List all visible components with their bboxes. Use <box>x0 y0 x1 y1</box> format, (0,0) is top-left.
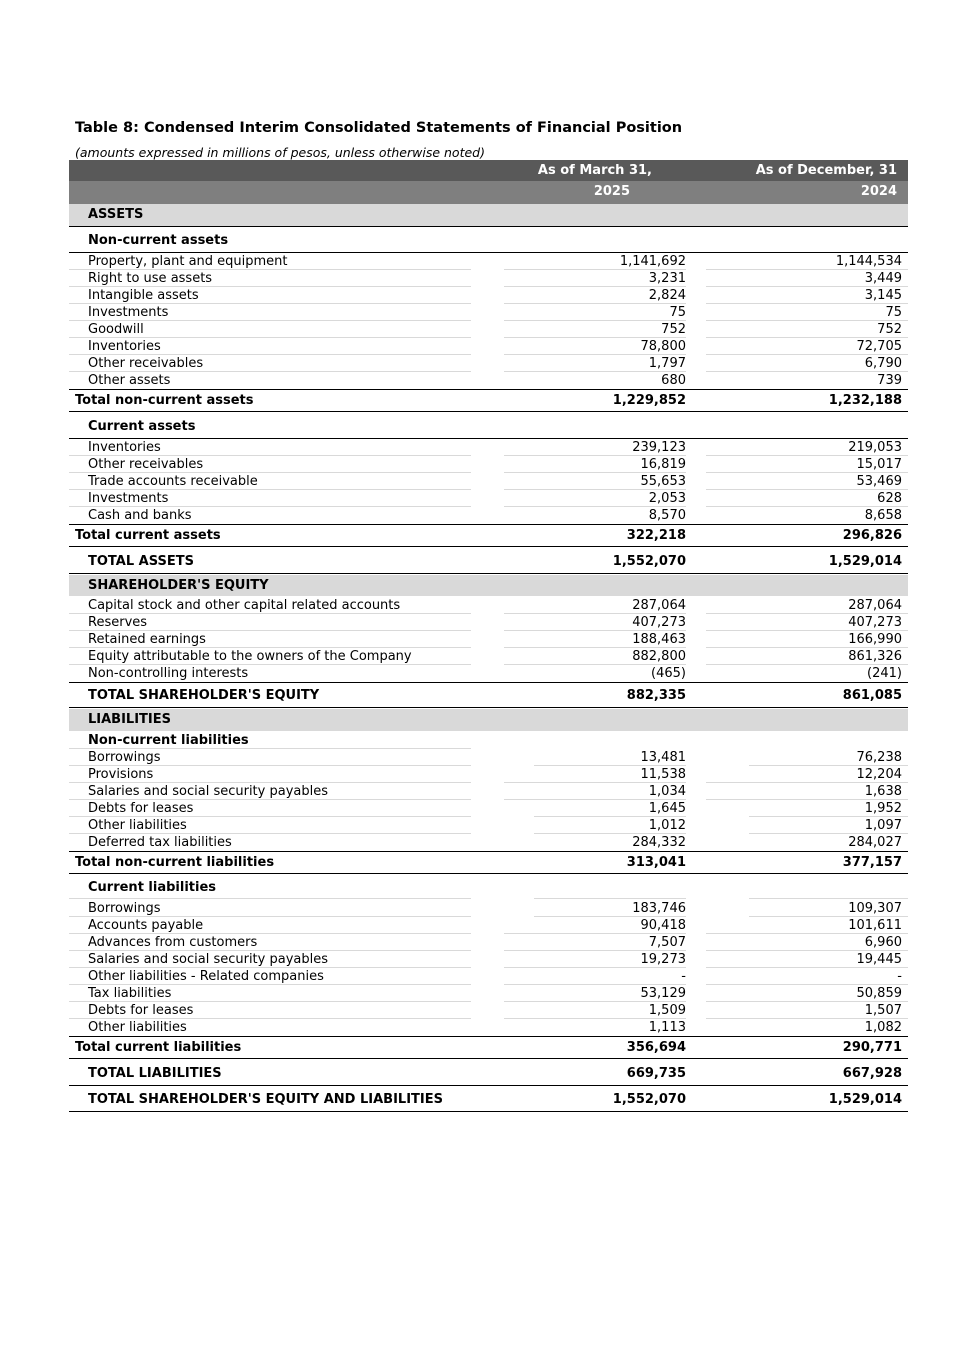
row-label: Current assets <box>88 419 196 434</box>
row-value-march-2025: (465) <box>651 666 686 681</box>
table-row <box>69 665 908 683</box>
row-label: Inventories <box>88 339 161 354</box>
row-value-march-2025: 1,012 <box>648 818 686 833</box>
row-value-march-2025: 53,129 <box>640 986 686 1001</box>
row-label: Investments <box>88 305 169 320</box>
row-value-december-2024: 667,928 <box>842 1066 902 1081</box>
row-value-december-2024: 50,859 <box>856 986 902 1001</box>
row-value-december-2024: 628 <box>877 491 902 506</box>
table-row <box>69 934 908 951</box>
row-value-december-2024: 1,529,014 <box>828 554 902 569</box>
row-value-march-2025: 1,797 <box>648 356 686 371</box>
row-label: Other receivables <box>88 356 204 371</box>
row-value-march-2025: 3,231 <box>648 271 686 286</box>
row-value-march-2025: 183,746 <box>632 901 686 916</box>
table-row <box>69 800 908 817</box>
row-value-december-2024: 861,326 <box>848 649 902 664</box>
row-value-december-2024: 1,082 <box>864 1020 902 1035</box>
row-value-march-2025: 239,123 <box>632 440 686 455</box>
row-value-december-2024: 739 <box>877 373 902 388</box>
row-value-december-2024: 1,144,534 <box>835 254 902 269</box>
table-row <box>69 631 908 648</box>
row-label: Tax liabilities <box>88 986 172 1001</box>
row-label: Reserves <box>88 615 148 630</box>
row-value-march-2025: 55,653 <box>640 474 686 489</box>
table-row <box>69 597 908 614</box>
row-value-march-2025: 1,552,070 <box>612 1092 686 1107</box>
table-row <box>69 526 908 547</box>
row-rule <box>69 898 471 899</box>
row-value-march-2025: 1,509 <box>648 1003 686 1018</box>
row-value-december-2024: - <box>897 969 902 984</box>
row-value-december-2024: 8,658 <box>864 508 902 523</box>
table-row <box>69 338 908 355</box>
row-value-march-2025: 1,034 <box>648 784 686 799</box>
row-value-march-2025: 882,335 <box>626 688 686 703</box>
table-row <box>69 900 908 917</box>
row-label: Salaries and social security payables <box>88 784 328 799</box>
row-value-march-2025: 322,218 <box>626 528 686 543</box>
column-header-year-2025: 2025 <box>593 184 630 199</box>
row-value-march-2025: 1,229,852 <box>612 393 686 408</box>
row-value-december-2024: 12,204 <box>856 767 902 782</box>
column-header-march: As of March 31, <box>537 163 652 178</box>
table-row <box>69 648 908 665</box>
table-row <box>69 550 908 574</box>
row-value-march-2025: 356,694 <box>626 1040 686 1055</box>
table-row <box>69 253 908 270</box>
row-label: Trade accounts receivable <box>88 474 258 489</box>
table-row <box>69 783 908 800</box>
row-label: Provisions <box>88 767 154 782</box>
row-label: ASSETS <box>88 207 144 222</box>
row-value-december-2024: 76,238 <box>856 750 902 765</box>
table-row <box>69 1038 908 1059</box>
column-header-year-2024: 2024 <box>860 184 897 199</box>
row-label: Deferred tax liabilities <box>88 835 232 850</box>
table-row <box>69 732 908 749</box>
row-value-march-2025: 680 <box>661 373 686 388</box>
row-value-december-2024: 3,449 <box>864 271 902 286</box>
row-label: Retained earnings <box>88 632 206 647</box>
row-label: Capital stock and other capital related accounts <box>88 598 401 613</box>
row-value-march-2025: 13,481 <box>640 750 686 765</box>
row-value-march-2025: 78,800 <box>640 339 686 354</box>
row-value-december-2024: 407,273 <box>848 615 902 630</box>
row-label: Current liabilities <box>88 880 217 895</box>
row-value-december-2024: 75 <box>885 305 902 320</box>
row-value-december-2024: 6,960 <box>864 935 902 950</box>
table-row <box>69 372 908 390</box>
row-value-march-2025: 16,819 <box>640 457 686 472</box>
row-label: Other liabilities <box>88 1020 187 1035</box>
row-label: Investments <box>88 491 169 506</box>
row-label: Inventories <box>88 440 161 455</box>
row-value-december-2024: 109,307 <box>848 901 902 916</box>
row-value-december-2024: 1,507 <box>864 1003 902 1018</box>
table-row <box>69 766 908 783</box>
row-value-march-2025: 75 <box>669 305 686 320</box>
row-value-march-2025: 287,064 <box>632 598 686 613</box>
column-header-row-2 <box>69 181 908 204</box>
row-value-march-2025: 752 <box>661 322 686 337</box>
row-value-december-2024: 1,232,188 <box>828 393 902 408</box>
row-label: Goodwill <box>88 322 144 337</box>
table-title: Table 8: Condensed Interim Consolidated Statements of Financial Position <box>75 120 683 136</box>
row-value-march-2025: 407,273 <box>632 615 686 630</box>
row-label: Non-controlling interests <box>88 666 249 681</box>
row-value-december-2024: 6,790 <box>864 356 902 371</box>
table-row <box>69 321 908 338</box>
row-value-march-2025: 19,273 <box>640 952 686 967</box>
table-subtitle: (amounts expressed in millions of pesos, unless otherwise noted) <box>75 145 485 160</box>
row-value-december-2024: 166,990 <box>848 632 902 647</box>
row-value-december-2024: 1,952 <box>864 801 902 816</box>
row-value-march-2025: 7,507 <box>648 935 686 950</box>
row-label: TOTAL SHAREHOLDER'S EQUITY <box>88 688 320 703</box>
row-label: Cash and banks <box>88 508 192 523</box>
row-label: Total current liabilities <box>75 1040 242 1055</box>
row-value-december-2024: 101,611 <box>848 918 902 933</box>
column-header-row-1 <box>69 160 908 181</box>
row-value-december-2024: 3,145 <box>864 288 902 303</box>
row-label: Other liabilities <box>88 818 187 833</box>
row-value-december-2024: (241) <box>867 666 902 681</box>
row-value-march-2025: 188,463 <box>632 632 686 647</box>
row-label: TOTAL ASSETS <box>88 554 194 569</box>
row-label: Non-current liabilities <box>88 733 249 748</box>
row-value-december-2024: 1,638 <box>864 784 902 799</box>
row-label: SHAREHOLDER'S EQUITY <box>88 578 269 593</box>
table-row <box>69 391 908 412</box>
row-value-march-2025: 8,570 <box>648 508 686 523</box>
row-rule <box>749 898 908 899</box>
table-row <box>69 439 908 456</box>
table-row <box>69 1062 908 1086</box>
table-row <box>69 270 908 287</box>
table-row <box>69 287 908 304</box>
row-value-march-2025: 284,332 <box>632 835 686 850</box>
table-row <box>69 685 908 708</box>
table-row <box>69 490 908 507</box>
row-label: Accounts payable <box>88 918 204 933</box>
table-row <box>69 473 908 490</box>
row-label: TOTAL SHAREHOLDER'S EQUITY AND LIABILITIES <box>88 1092 443 1107</box>
row-value-march-2025: 1,141,692 <box>619 254 686 269</box>
row-label: Salaries and social security payables <box>88 952 328 967</box>
table-row <box>69 917 908 934</box>
table-row <box>69 877 908 899</box>
table-row <box>69 817 908 834</box>
table-row <box>69 968 908 985</box>
row-value-december-2024: 1,529,014 <box>828 1092 902 1107</box>
row-value-march-2025: 1,113 <box>648 1020 686 1035</box>
row-value-december-2024: 377,157 <box>842 855 902 870</box>
row-value-december-2024: 72,705 <box>856 339 902 354</box>
row-label: Advances from customers <box>88 935 258 950</box>
row-value-march-2025: 313,041 <box>626 855 686 870</box>
row-value-december-2024: 284,027 <box>848 835 902 850</box>
row-label: Other assets <box>88 373 171 388</box>
row-value-december-2024: 19,445 <box>856 952 902 967</box>
row-label: Equity attributable to the owners of the Company <box>88 649 412 664</box>
table-row <box>69 304 908 321</box>
table-row <box>69 507 908 525</box>
row-value-december-2024: 15,017 <box>856 457 902 472</box>
row-value-december-2024: 296,826 <box>842 528 902 543</box>
row-label: Debts for leases <box>88 801 194 816</box>
table-row <box>69 834 908 852</box>
table-row <box>69 456 908 473</box>
row-value-march-2025: 882,800 <box>632 649 686 664</box>
row-label: TOTAL LIABILITIES <box>88 1066 222 1081</box>
row-value-march-2025: 1,645 <box>648 801 686 816</box>
row-value-december-2024: 53,469 <box>856 474 902 489</box>
row-value-december-2024: 861,085 <box>842 688 902 703</box>
row-value-december-2024: 290,771 <box>842 1040 902 1055</box>
table-row <box>69 229 908 253</box>
row-label: Property, plant and equipment <box>88 254 288 269</box>
row-label: Total non-current assets <box>75 393 254 408</box>
row-value-march-2025: 90,418 <box>640 918 686 933</box>
row-value-december-2024: 219,053 <box>848 440 902 455</box>
row-value-december-2024: 1,097 <box>864 818 902 833</box>
row-value-march-2025: 11,538 <box>640 767 686 782</box>
row-value-march-2025: 669,735 <box>626 1066 686 1081</box>
row-label: Debts for leases <box>88 1003 194 1018</box>
table-row <box>69 355 908 372</box>
row-label: Borrowings <box>88 750 161 765</box>
table-row <box>69 1019 908 1037</box>
row-label: Total current assets <box>75 528 221 543</box>
row-label: Right to use assets <box>88 271 213 286</box>
row-label: Intangible assets <box>88 288 199 303</box>
row-value-march-2025: - <box>681 969 686 984</box>
table-row <box>69 1002 908 1019</box>
table-row <box>69 575 908 596</box>
table-row <box>69 709 908 731</box>
table-row <box>69 951 908 968</box>
row-value-december-2024: 752 <box>877 322 902 337</box>
table-row <box>69 614 908 631</box>
table-row <box>69 415 908 439</box>
row-label: Non-current assets <box>88 233 229 248</box>
column-header-december: As of December, 31 <box>755 163 897 178</box>
table-row <box>69 985 908 1002</box>
row-label: Total non-current liabilities <box>75 855 275 870</box>
row-value-december-2024: 287,064 <box>848 598 902 613</box>
table-row <box>69 204 908 227</box>
row-label: Other liabilities - Related companies <box>88 969 324 984</box>
row-value-march-2025: 1,552,070 <box>612 554 686 569</box>
row-value-march-2025: 2,824 <box>648 288 686 303</box>
table-row <box>69 853 908 874</box>
row-label: LIABILITIES <box>88 712 171 727</box>
table-row <box>69 749 908 766</box>
table-row <box>69 1089 908 1112</box>
row-rule <box>534 898 686 899</box>
row-value-march-2025: 2,053 <box>648 491 686 506</box>
row-label: Borrowings <box>88 901 161 916</box>
row-label: Other receivables <box>88 457 204 472</box>
